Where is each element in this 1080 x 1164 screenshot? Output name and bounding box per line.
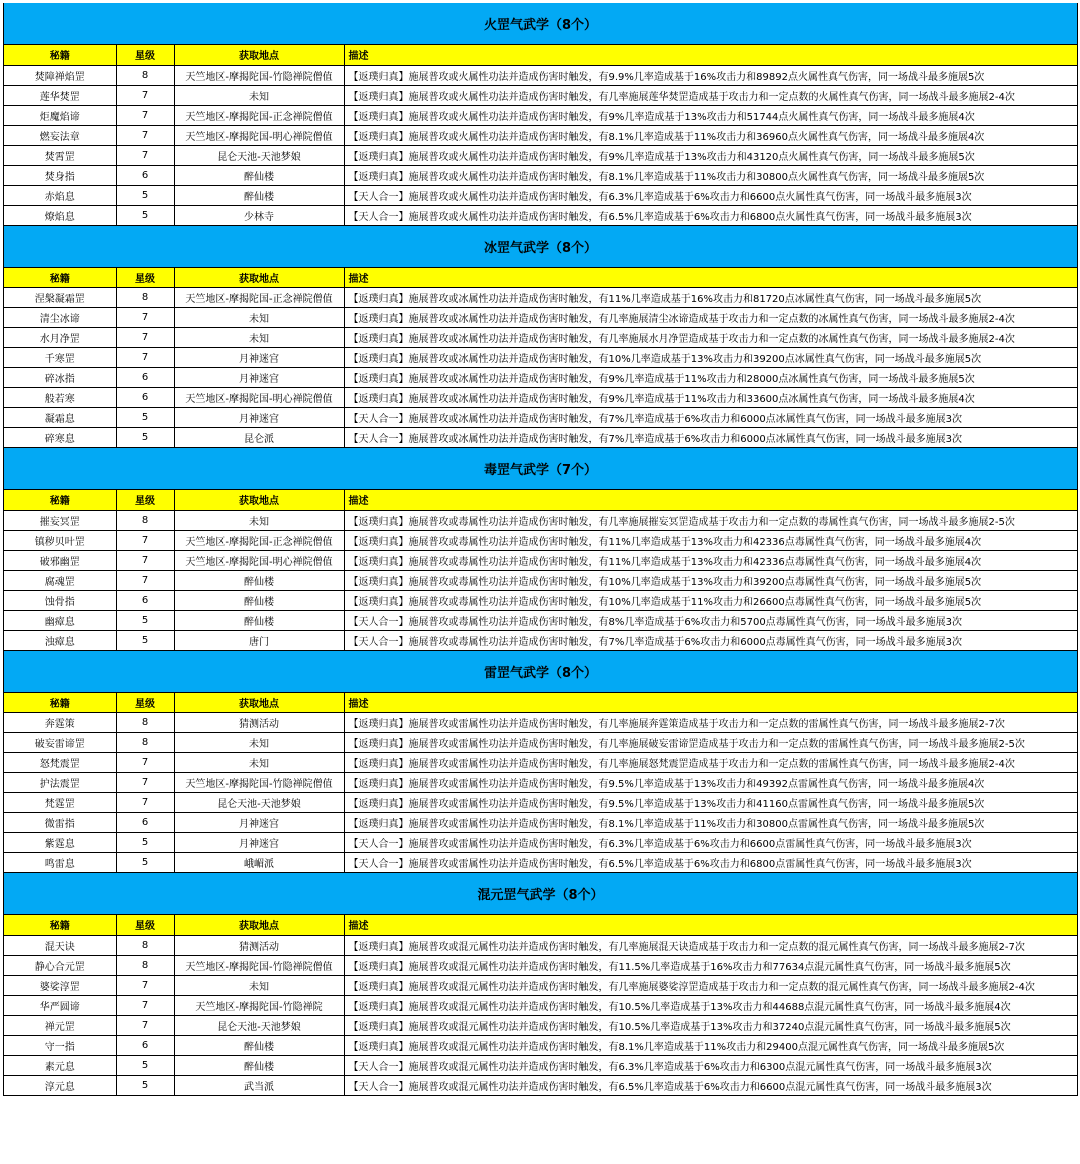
cell-source: 昆仑天池-天池梦娘 [174,1015,344,1035]
cell-source: 少林寺 [174,205,344,225]
cell-source: 峨嵋派 [174,853,344,873]
table-row [4,813,1077,833]
cell-star: 5 [116,1055,174,1075]
cell-star: 6 [116,1035,174,1055]
cell-desc: 【返璞归真】施展普攻或混元属性功法并造成伤害时触发，有几率施展混天诀造成基于攻击力和一定点数的混元属性真气伤害，同一场战斗最多施展2-7次 [344,935,1077,955]
cell-star: 8 [116,65,174,85]
table-row [4,793,1077,813]
header-star: 星级 [116,268,174,288]
table-row [4,510,1077,530]
cell-name: 破邪幽罡 [4,550,116,570]
cell-source: 月神迷宫 [174,833,344,853]
cell-source: 醉仙楼 [174,590,344,610]
cell-name: 混天诀 [4,935,116,955]
table-row [4,630,1077,650]
cell-desc: 【天人合一】施展普攻或混元属性功法并造成伤害时触发，有6.3%几率造成基于6%攻击力和6300点混元属性真气伤害，同一场战斗最多施展3次 [344,1055,1077,1075]
cell-star: 8 [116,713,174,733]
header-source: 获取地点 [174,915,344,935]
cell-name: 守一指 [4,1035,116,1055]
cell-name: 摧妄冥罡 [4,510,116,530]
cell-desc: 【天人合一】施展普攻或雷属性功法并造成伤害时触发，有6.3%几率造成基于6%攻击力和6600点雷属性真气伤害，同一场战斗最多施展3次 [344,833,1077,853]
header-name: 秘籍 [4,490,116,510]
cell-star: 5 [116,833,174,853]
cell-desc: 【返璞归真】施展普攻或冰属性功法并造成伤害时触发，有9%几率造成基于11%攻击力和28000点冰属性真气伤害，同一场战斗最多施展5次 [344,368,1077,388]
cell-desc: 【返璞归真】施展普攻或混元属性功法并造成伤害时触发，有8.1%几率造成基于11%攻击力和29400点混元属性真气伤害，同一场战斗最多施展5次 [344,1035,1077,1055]
section-title: 火罡气武学（8个） [4,3,1077,45]
section-title: 毒罡气武学（7个） [4,448,1077,490]
cell-name: 赤焰息 [4,185,116,205]
cell-name: 燃妄法章 [4,125,116,145]
cell-star: 7 [116,348,174,368]
cell-source: 天竺地区-摩揭陀国-明心禅院僧值 [174,550,344,570]
cell-desc: 【天人合一】施展普攻或冰属性功法并造成伤害时触发，有7%几率造成基于6%攻击力和6000点冰属性真气伤害，同一场战斗最多施展3次 [344,408,1077,428]
cell-star: 8 [116,510,174,530]
cell-desc: 【返璞归真】施展普攻或毒属性功法并造成伤害时触发，有10%几率造成基于13%攻击力和39200点毒属性真气伤害，同一场战斗最多施展5次 [344,570,1077,590]
cell-source: 武当派 [174,1075,344,1095]
cell-source: 未知 [174,308,344,328]
cell-name: 微雷指 [4,813,116,833]
table-row [4,1075,1077,1095]
table-row [4,288,1077,308]
cell-desc: 【返璞归真】施展普攻或混元属性功法并造成伤害时触发，有10.5%几率造成基于13%攻击力和44688点混元属性真气伤害，同一场战斗最多施展4次 [344,995,1077,1015]
cell-star: 7 [116,308,174,328]
table-row [4,388,1077,408]
cell-source: 月神迷宫 [174,813,344,833]
table-row [4,773,1077,793]
cell-name: 怒梵震罡 [4,753,116,773]
table-row [4,165,1077,185]
cell-star: 7 [116,793,174,813]
cell-star: 7 [116,85,174,105]
cell-star: 5 [116,428,174,448]
cell-source: 天竺地区-摩揭陀国-正念禅院僧值 [174,105,344,125]
cell-source: 天竺地区-摩揭陀国-明心禅院僧值 [174,125,344,145]
cell-source: 猜测活动 [174,713,344,733]
table-row [4,590,1077,610]
cell-source: 天竺地区-摩揭陀国-竹隐禅院 [174,995,344,1015]
cell-source: 猜测活动 [174,935,344,955]
header-row [4,268,1077,288]
table-row [4,530,1077,550]
section-table [4,490,1077,651]
table-row [4,308,1077,328]
cell-source: 未知 [174,733,344,753]
cell-source: 未知 [174,85,344,105]
table-row [4,550,1077,570]
table-row [4,368,1077,388]
section-table [4,693,1077,874]
cell-star: 8 [116,733,174,753]
cell-source: 天竺地区-摩揭陀国-竹隐禅院僧值 [174,955,344,975]
cell-source: 昆仑天池-天池梦娘 [174,145,344,165]
cell-name: 破妄雷谛罡 [4,733,116,753]
table-row [4,935,1077,955]
cell-name: 护法震罡 [4,773,116,793]
cell-source: 未知 [174,975,344,995]
header-desc: 描述 [344,693,1077,713]
cell-source: 醉仙楼 [174,1035,344,1055]
cell-name: 千寒罡 [4,348,116,368]
cell-star: 8 [116,935,174,955]
cell-star: 5 [116,1075,174,1095]
cell-desc: 【返璞归真】施展普攻或混元属性功法并造成伤害时触发，有11.5%几率造成基于16%攻击力和77634点混元属性真气伤害，同一场战斗最多施展5次 [344,955,1077,975]
header-name: 秘籍 [4,268,116,288]
cell-source: 天竺地区-摩揭陀国-竹隐禅院僧值 [174,65,344,85]
cell-desc: 【返璞归真】施展普攻或火属性功法并造成伤害时触发，有9%几率造成基于13%攻击力和51744点火属性真气伤害，同一场战斗最多施展4次 [344,105,1077,125]
cell-desc: 【天人合一】施展普攻或毒属性功法并造成伤害时触发，有8%几率造成基于6%攻击力和5700点毒属性真气伤害，同一场战斗最多施展3次 [344,610,1077,630]
martial-arts-sheet [3,3,1078,1096]
cell-desc: 【天人合一】施展普攻或火属性功法并造成伤害时触发，有6.3%几率造成基于6%攻击力和6600点火属性真气伤害，同一场战斗最多施展3次 [344,185,1077,205]
table-row [4,733,1077,753]
table-row [4,1015,1077,1035]
cell-star: 5 [116,610,174,630]
cell-desc: 【返璞归真】施展普攻或火属性功法并造成伤害时触发，有8.1%几率造成基于11%攻击力和30800点火属性真气伤害，同一场战斗最多施展5次 [344,165,1077,185]
cell-desc: 【天人合一】施展普攻或毒属性功法并造成伤害时触发，有7%几率造成基于6%攻击力和6000点毒属性真气伤害，同一场战斗最多施展3次 [344,630,1077,650]
cell-star: 8 [116,955,174,975]
cell-source: 醉仙楼 [174,185,344,205]
header-source: 获取地点 [174,693,344,713]
header-star: 星级 [116,693,174,713]
header-name: 秘籍 [4,693,116,713]
cell-star: 7 [116,1015,174,1035]
cell-desc: 【返璞归真】施展普攻或火属性功法并造成伤害时触发，有几率施展莲华焚罡造成基于攻击力和一定点数的火属性真气伤害，同一场战斗最多施展2-4次 [344,85,1077,105]
cell-name: 水月净罡 [4,328,116,348]
header-name: 秘籍 [4,915,116,935]
table-row [4,610,1077,630]
cell-name: 静心合元罡 [4,955,116,975]
table-row [4,125,1077,145]
cell-source: 未知 [174,753,344,773]
cell-name: 奔霆策 [4,713,116,733]
cell-desc: 【返璞归真】施展普攻或雷属性功法并造成伤害时触发，有9.5%几率造成基于13%攻击力和49392点雷属性真气伤害，同一场战斗最多施展4次 [344,773,1077,793]
header-star: 星级 [116,915,174,935]
cell-name: 焚障禅焰罡 [4,65,116,85]
table-row [4,408,1077,428]
cell-star: 5 [116,408,174,428]
cell-name: 涅槃凝霜罡 [4,288,116,308]
cell-source: 未知 [174,328,344,348]
cell-name: 鸣雷息 [4,853,116,873]
table-row [4,853,1077,873]
cell-desc: 【返璞归真】施展普攻或毒属性功法并造成伤害时触发，有11%几率造成基于13%攻击力和42336点毒属性真气伤害，同一场战斗最多施展4次 [344,530,1077,550]
header-desc: 描述 [344,490,1077,510]
header-star: 星级 [116,490,174,510]
header-star: 星级 [116,45,174,65]
cell-source: 天竺地区-摩揭陀国-正念禅院僧值 [174,530,344,550]
cell-star: 7 [116,145,174,165]
header-source: 获取地点 [174,45,344,65]
cell-source: 月神迷宫 [174,408,344,428]
cell-star: 6 [116,368,174,388]
header-row [4,693,1077,713]
cell-star: 7 [116,995,174,1015]
cell-desc: 【返璞归真】施展普攻或毒属性功法并造成伤害时触发，有11%几率造成基于13%攻击力和42336点毒属性真气伤害，同一场战斗最多施展4次 [344,550,1077,570]
cell-desc: 【返璞归真】施展普攻或雷属性功法并造成伤害时触发，有几率施展破妄雷谛罡造成基于攻击力和一定点数的雷属性真气伤害，同一场战斗最多施展2-5次 [344,733,1077,753]
cell-star: 6 [116,813,174,833]
table-row [4,328,1077,348]
section-table [4,45,1077,226]
header-row [4,915,1077,935]
cell-name: 莲华焚罡 [4,85,116,105]
cell-desc: 【返璞归真】施展普攻或冰属性功法并造成伤害时触发，有9%几率造成基于11%攻击力和33600点冰属性真气伤害，同一场战斗最多施展4次 [344,388,1077,408]
table-row [4,65,1077,85]
table-row [4,995,1077,1015]
cell-source: 唐门 [174,630,344,650]
cell-name: 浊瘴息 [4,630,116,650]
cell-desc: 【返璞归真】施展普攻或冰属性功法并造成伤害时触发，有11%几率造成基于16%攻击力和81720点冰属性真气伤害，同一场战斗最多施展5次 [344,288,1077,308]
table-row [4,145,1077,165]
header-row [4,490,1077,510]
table-row [4,753,1077,773]
cell-star: 7 [116,975,174,995]
cell-star: 5 [116,205,174,225]
cell-star: 6 [116,165,174,185]
cell-star: 5 [116,185,174,205]
cell-source: 昆仑派 [174,428,344,448]
cell-name: 般若寒 [4,388,116,408]
section-title: 雷罡气武学（8个） [4,651,1077,693]
header-name: 秘籍 [4,45,116,65]
cell-desc: 【天人合一】施展普攻或冰属性功法并造成伤害时触发，有7%几率造成基于6%攻击力和6000点冰属性真气伤害，同一场战斗最多施展3次 [344,428,1077,448]
cell-star: 5 [116,853,174,873]
cell-desc: 【返璞归真】施展普攻或雷属性功法并造成伤害时触发，有8.1%几率造成基于11%攻击力和30800点雷属性真气伤害，同一场战斗最多施展5次 [344,813,1077,833]
cell-desc: 【返璞归真】施展普攻或雷属性功法并造成伤害时触发，有9.5%几率造成基于13%攻击力和41160点雷属性真气伤害，同一场战斗最多施展5次 [344,793,1077,813]
table-row [4,105,1077,125]
cell-name: 凝霜息 [4,408,116,428]
cell-name: 镇秽贝叶罡 [4,530,116,550]
cell-star: 7 [116,125,174,145]
cell-star: 8 [116,288,174,308]
header-desc: 描述 [344,45,1077,65]
cell-name: 燎焰息 [4,205,116,225]
cell-star: 7 [116,773,174,793]
cell-source: 昆仑天池-天池梦娘 [174,793,344,813]
cell-desc: 【返璞归真】施展普攻或毒属性功法并造成伤害时触发，有10%几率造成基于11%攻击力和26600点毒属性真气伤害，同一场战斗最多施展5次 [344,590,1077,610]
cell-name: 碎冰指 [4,368,116,388]
cell-desc: 【返璞归真】施展普攻或混元属性功法并造成伤害时触发，有几率施展婆娑淳罡造成基于攻击力和一定点数的混元属性真气伤害，同一场战斗最多施展2-4次 [344,975,1077,995]
cell-desc: 【返璞归真】施展普攻或雷属性功法并造成伤害时触发，有几率施展怒梵震罡造成基于攻击力和一定点数的雷属性真气伤害，同一场战斗最多施展2-4次 [344,753,1077,773]
section-table [4,268,1077,449]
cell-desc: 【天人合一】施展普攻或混元属性功法并造成伤害时触发，有6.5%几率造成基于6%攻击力和6600点混元属性真气伤害，同一场战斗最多施展3次 [344,1075,1077,1095]
cell-name: 焚身指 [4,165,116,185]
table-row [4,1055,1077,1075]
cell-name: 紫霆息 [4,833,116,853]
cell-desc: 【返璞归真】施展普攻或冰属性功法并造成伤害时触发，有几率施展清尘冰谛造成基于攻击力和一定点数的冰属性真气伤害，同一场战斗最多施展2-4次 [344,308,1077,328]
cell-desc: 【天人合一】施展普攻或雷属性功法并造成伤害时触发，有6.5%几率造成基于6%攻击力和6800点雷属性真气伤害，同一场战斗最多施展3次 [344,853,1077,873]
cell-star: 6 [116,388,174,408]
section-title: 冰罡气武学（8个） [4,226,1077,268]
cell-source: 天竺地区-摩揭陀国-正念禅院僧值 [174,288,344,308]
table-row [4,205,1077,225]
cell-name: 婆娑淳罡 [4,975,116,995]
cell-desc: 【返璞归真】施展普攻或火属性功法并造成伤害时触发，有9%几率造成基于13%攻击力和43120点火属性真气伤害，同一场战斗最多施展5次 [344,145,1077,165]
cell-star: 7 [116,530,174,550]
cell-source: 月神迷宫 [174,368,344,388]
cell-name: 华严圆谛 [4,995,116,1015]
cell-desc: 【返璞归真】施展普攻或毒属性功法并造成伤害时触发，有几率施展摧妄冥罡造成基于攻击力和一定点数的毒属性真气伤害，同一场战斗最多施展2-5次 [344,510,1077,530]
cell-name: 梵霆罡 [4,793,116,813]
cell-name: 碎寒息 [4,428,116,448]
header-source: 获取地点 [174,490,344,510]
cell-star: 7 [116,550,174,570]
cell-desc: 【返璞归真】施展普攻或火属性功法并造成伤害时触发，有9.9%几率造成基于16%攻击力和89892点火属性真气伤害，同一场战斗最多施展5次 [344,65,1077,85]
cell-star: 7 [116,753,174,773]
cell-name: 清尘冰谛 [4,308,116,328]
header-row [4,45,1077,65]
cell-name: 幽瘴息 [4,610,116,630]
table-row [4,85,1077,105]
cell-source: 月神迷宫 [174,348,344,368]
header-source: 获取地点 [174,268,344,288]
table-row [4,428,1077,448]
cell-star: 7 [116,105,174,125]
cell-source: 天竺地区-摩揭陀国-明心禅院僧值 [174,388,344,408]
cell-source: 醉仙楼 [174,165,344,185]
cell-name: 焚霄罡 [4,145,116,165]
cell-source: 醉仙楼 [174,1055,344,1075]
table-row [4,1035,1077,1055]
section-title: 混元罡气武学（8个） [4,873,1077,915]
section-table [4,915,1077,1096]
cell-source: 未知 [174,510,344,530]
cell-star: 5 [116,630,174,650]
cell-desc: 【返璞归真】施展普攻或雷属性功法并造成伤害时触发，有几率施展奔霆策造成基于攻击力和一定点数的雷属性真气伤害，同一场战斗最多施展2-7次 [344,713,1077,733]
cell-name: 蚀骨指 [4,590,116,610]
cell-desc: 【返璞归真】施展普攻或混元属性功法并造成伤害时触发，有10.5%几率造成基于13%攻击力和37240点混元属性真气伤害，同一场战斗最多施展5次 [344,1015,1077,1035]
cell-star: 7 [116,328,174,348]
cell-desc: 【返璞归真】施展普攻或冰属性功法并造成伤害时触发，有10%几率造成基于13%攻击力和39200点冰属性真气伤害，同一场战斗最多施展5次 [344,348,1077,368]
cell-desc: 【天人合一】施展普攻或火属性功法并造成伤害时触发，有6.5%几率造成基于6%攻击力和6800点火属性真气伤害，同一场战斗最多施展3次 [344,205,1077,225]
table-row [4,713,1077,733]
cell-source: 醉仙楼 [174,610,344,630]
table-row [4,348,1077,368]
cell-name: 禅元罡 [4,1015,116,1035]
table-row [4,955,1077,975]
cell-desc: 【返璞归真】施展普攻或冰属性功法并造成伤害时触发，有几率施展水月净罡造成基于攻击力和一定点数的冰属性真气伤害，同一场战斗最多施展2-4次 [344,328,1077,348]
table-row [4,185,1077,205]
cell-name: 炬魔焰谛 [4,105,116,125]
cell-desc: 【返璞归真】施展普攻或火属性功法并造成伤害时触发，有8.1%几率造成基于11%攻击力和36960点火属性真气伤害，同一场战斗最多施展4次 [344,125,1077,145]
header-desc: 描述 [344,915,1077,935]
cell-name: 素元息 [4,1055,116,1075]
cell-star: 7 [116,570,174,590]
cell-name: 淳元息 [4,1075,116,1095]
cell-star: 6 [116,590,174,610]
table-row [4,833,1077,853]
cell-name: 腐魂罡 [4,570,116,590]
cell-source: 醉仙楼 [174,570,344,590]
cell-source: 天竺地区-摩揭陀国-竹隐禅院僧值 [174,773,344,793]
table-row [4,975,1077,995]
header-desc: 描述 [344,268,1077,288]
table-row [4,570,1077,590]
